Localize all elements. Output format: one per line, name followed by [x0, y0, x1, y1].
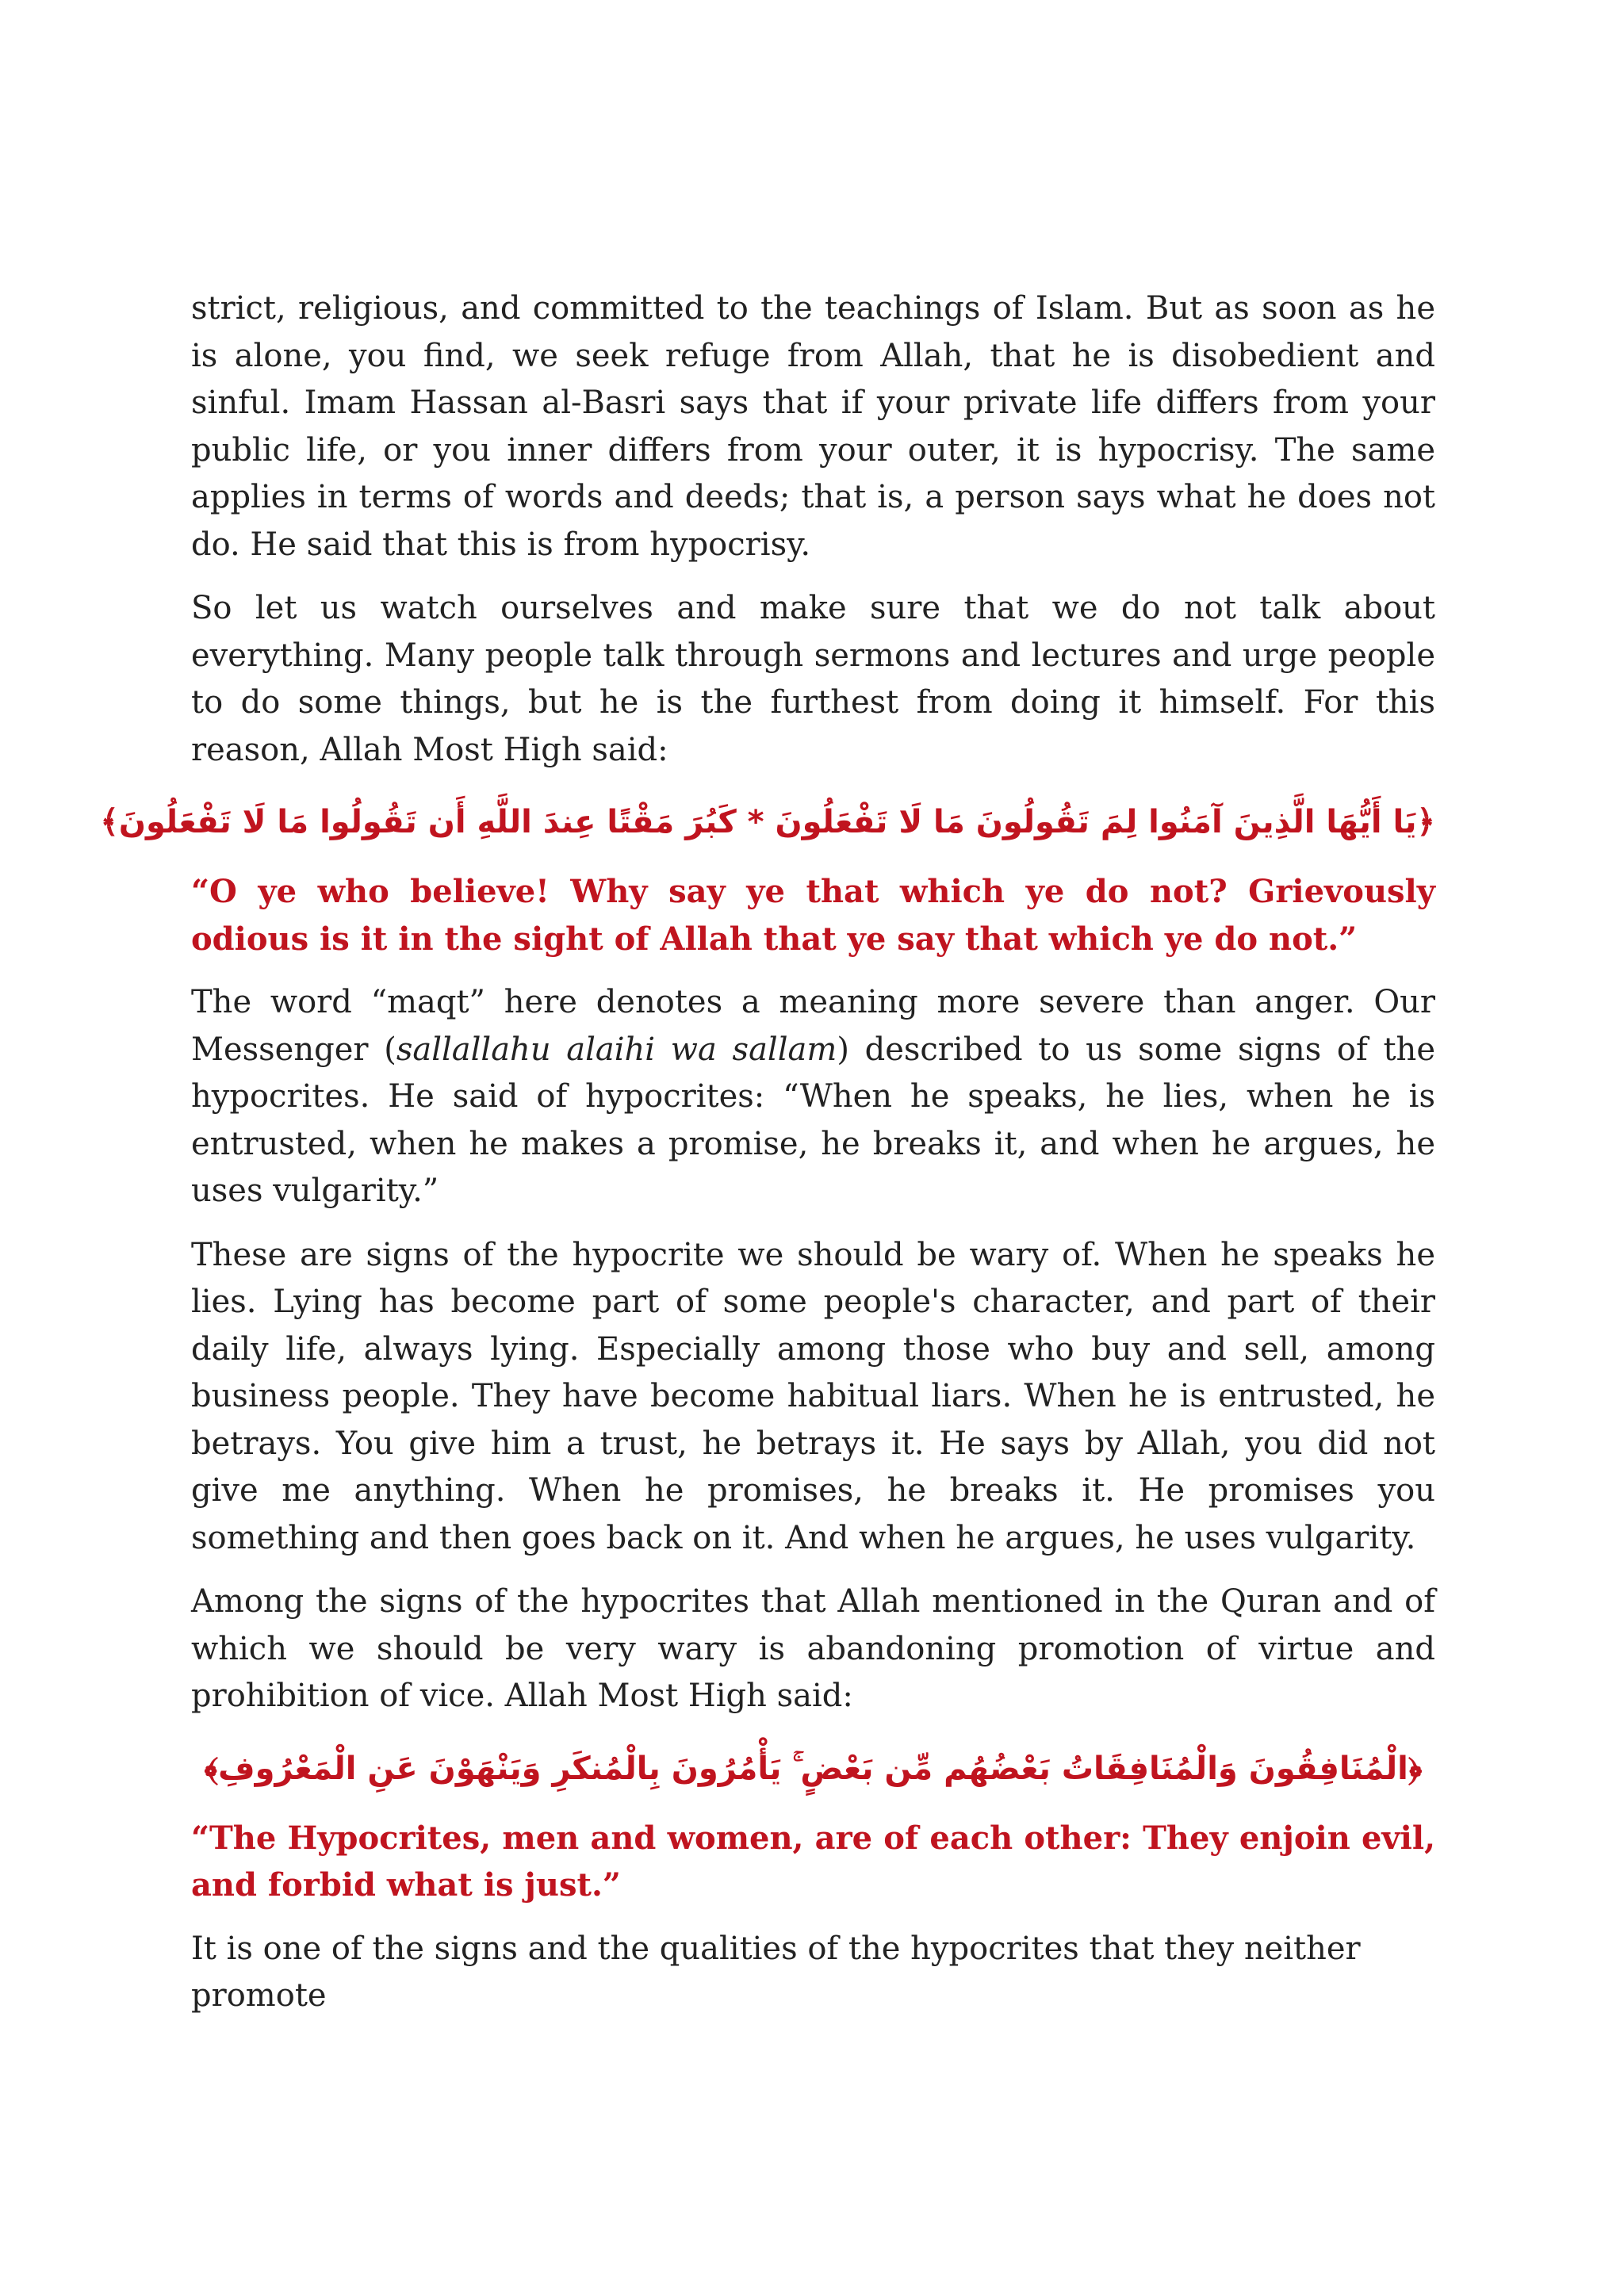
quran-verse-arabic-2: ﴿الْمُنَافِقُونَ وَالْمُنَافِقَاتُ بَعْضُهُم مِّن بَعْضٍ ۚ يَأْمُرُونَ بِالْمُنكَرِ وَيَنْهَوْنَ عَنِ الْمَعْرُوفِ﴾	[204, 1750, 1423, 1787]
quran-verse-translation-2: “The Hypocrites, men and women, are of each other: They enjoin evil, and forbid what is just.”	[191, 1819, 1435, 1904]
page-body	[100, 285, 1435, 2037]
salutation-italic: sallallahu alaihi wa sallam	[396, 1031, 837, 1068]
quran-verse-arabic-1: ﴿يَا أَيُّهَا الَّذِينَ آمَنُوا لِمَ تَقُولُونَ مَا لَا تَفْعَلُونَ * كَبُرَ مَقْتًا عِندَ اللَّهِ أَن تَقُولُوا مَا لَا تَفْعَلُونَ﴾	[100, 804, 1435, 840]
paragraph-signs-of-hypocrite: These are signs of the hypocrite we should be wary of. When he speaks he lies. Lying has become part of some people's character, and part of their daily life, always lying. Especially among those who buy and sell, among business people. They have become habitual liars. When he is entrusted, he betrays. You give him a trust, he betrays it. He says by Allah, you did not give me anything. When he promises, he breaks it. He promises you something and then goes back on it. And when he argues, he uses vulgarity.	[191, 1236, 1435, 1556]
paragraph-maqt-text-after: ) described to us some signs of the hypocrites. He said of hypocrites: “When he speaks, he lies, when he is entrusted, when he makes a promise, he breaks it, and when he argues, he uses vulgarity.”	[191, 1031, 1435, 1209]
paragraph-maqt-meaning	[191, 979, 1435, 1215]
quran-verse-translation-1: “O ye who believe! Why say ye that which ye do not? Grievously odious is it in the sight of Allah that ye say that which ye do not.”	[191, 873, 1435, 958]
paragraph-qualities-of-hypocrites: It is one of the signs and the qualities of the hypocrites that they neither promote	[191, 1930, 1361, 2014]
paragraph-hypocrisy-intro: strict, religious, and committed to the teachings of Islam. But as soon as he is alone, you find, we seek refuge from Allah, that he is disobedient and sinful. Imam Hassan al-Basri says that if your private life differs from your public life, or you inner differs from your outer, it is hypocrisy. The same applies in terms of words and deeds; that is, a person says what he does not do. He said that this is from hypocrisy.	[191, 290, 1435, 563]
paragraph-promotion-of-virtue: Among the signs of the hypocrites that Allah mentioned in the Quran and of which we should be very wary is abandoning promotion of virtue and prohibition of vice. Allah Most High said:	[191, 1583, 1435, 1714]
paragraph-maqt-text-before: The word “maqt” here denotes a meaning more severe than anger. Our Messenger (	[191, 984, 1435, 1068]
paragraph-watch-ourselves: So let us watch ourselves and make sure that we do not talk about everything. Many people talk through sermons and lectures and urge people to do some things, but he is the furthest from doing it himself. For this reason, Allah Most High said:	[191, 590, 1435, 768]
